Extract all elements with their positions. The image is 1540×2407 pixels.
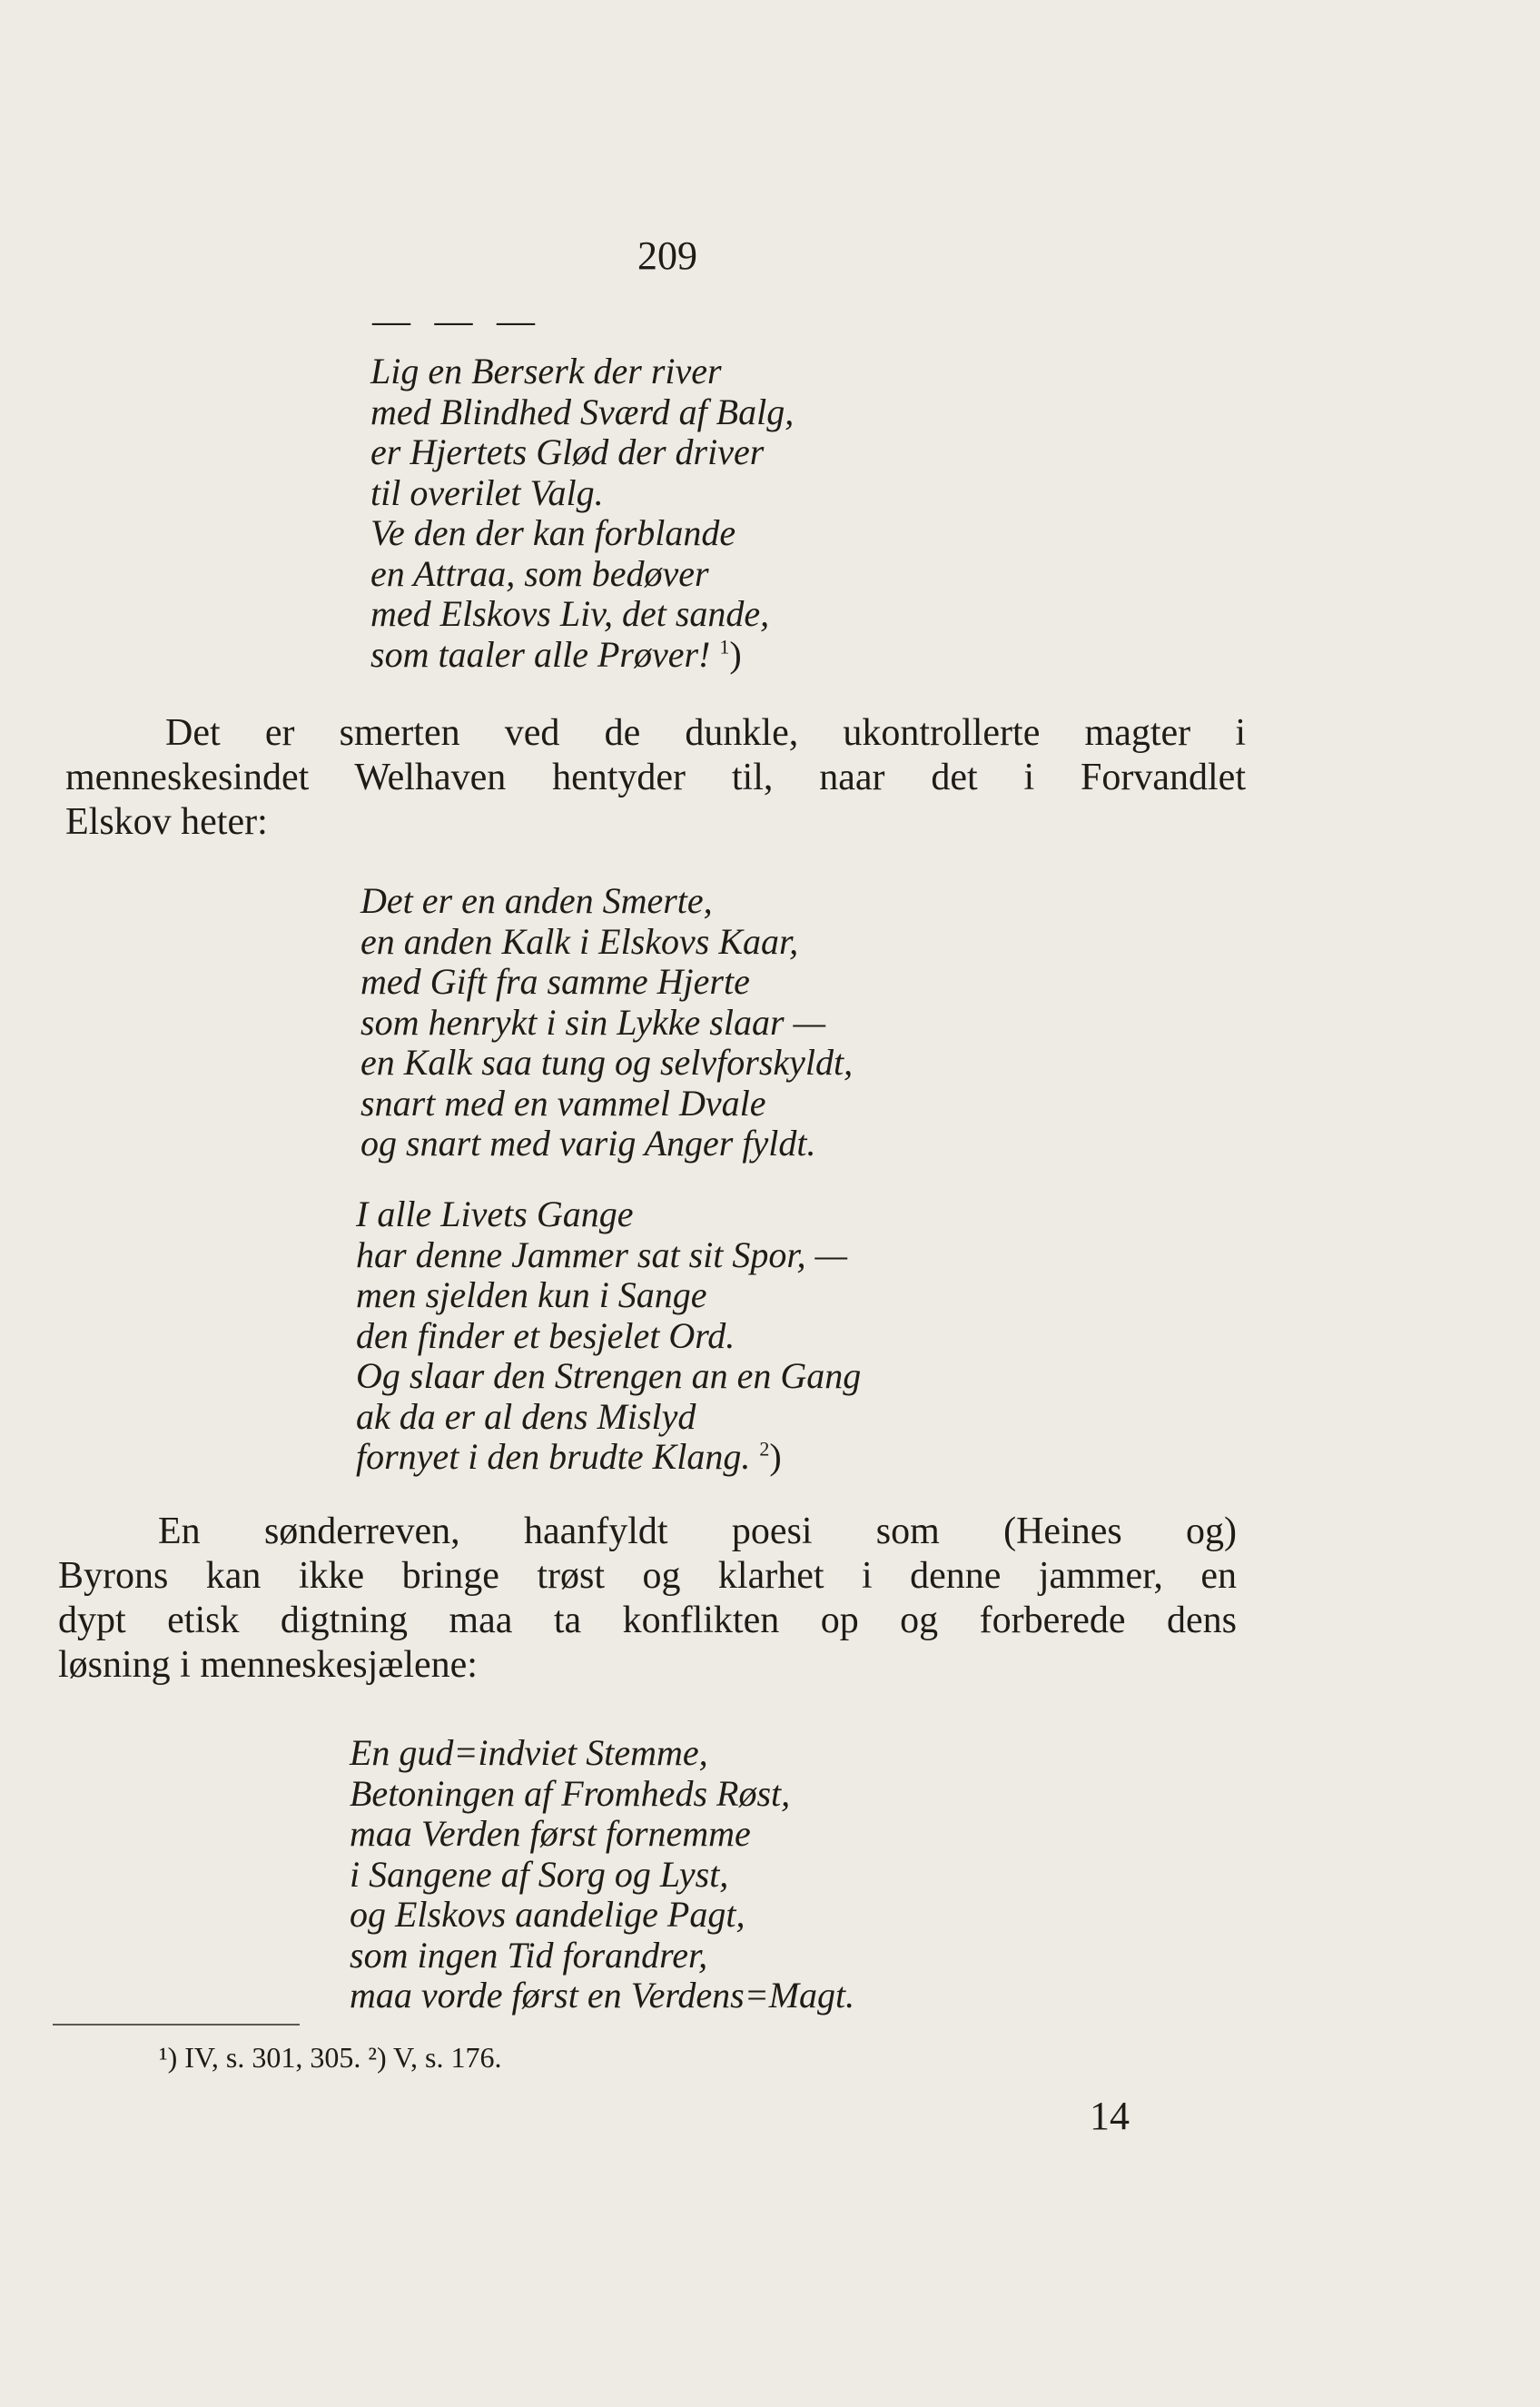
poem-line: I alle Livets Gange [356, 1194, 634, 1234]
poem-line: til overilet Valg. [370, 471, 604, 513]
prose-line [65, 711, 1246, 756]
poem-stanza-1 [370, 352, 794, 675]
poem-line: Det er en anden Smerte, [360, 880, 713, 921]
poem-line: ak da er al dens Mislyd [356, 1395, 696, 1437]
poem-line: med Blindhed Sværd af Balg, [370, 391, 795, 432]
poem-line: med Elskovs Liv, det sande, [370, 593, 770, 634]
poem-line: Ve den der kan forblande [370, 512, 736, 553]
prose-line: Byrons kan ikke bringe trøst og klarhet i denne jammer, en [58, 1555, 1237, 1597]
poem-stanza-2 [360, 881, 853, 1164]
prose-line: Elskov heter: [65, 801, 268, 843]
footnote-mark: 1 [719, 635, 730, 659]
poem-line: er Hjertets Glød der driver [370, 431, 765, 472]
prose-text: Det er smerten ved de dunkle, ukontrollerte magter i [165, 712, 1246, 754]
poem-stanza-4 [350, 1733, 854, 2016]
poem-line: En gud=indviet Stemme, [350, 1732, 708, 1773]
section-dashes: — — — [372, 301, 542, 342]
poem-line-with-note [356, 1437, 861, 1478]
poem-line: fornyet i den brudte Klang. [356, 1436, 751, 1477]
poem-line: Betoningen af Fromheds Røst, [350, 1772, 791, 1814]
poem-line: maa vorde først en Verdens=Magt. [350, 1975, 855, 2016]
poem-line: og snart med varig Anger fyldt. [360, 1123, 816, 1164]
poem-line: som taaler alle Prøver! [370, 633, 711, 675]
prose-line [58, 1510, 1237, 1554]
prose-line: løsning i menneskesjælene: [58, 1644, 478, 1686]
page-number: 209 [637, 233, 697, 278]
poem-line: har denne Jammer sat sit Spor, — [356, 1233, 848, 1275]
poem-line: og Elskovs aandelige Pagt, [350, 1894, 745, 1935]
poem-line-with-note [370, 635, 794, 676]
poem-stanza-3 [356, 1194, 861, 1478]
poem-line: med Gift fra samme Hjerte [360, 961, 750, 1002]
poem-line: Og slaar den Strengen an en Gang [356, 1355, 862, 1396]
poem-line: i Sangene af Sorg og Lyst, [350, 1853, 729, 1895]
poem-line: en anden Kalk i Elskovs Kaar, [360, 920, 799, 962]
poem-line: Lig en Berserk der river [370, 351, 722, 391]
signature-mark: 14 [1090, 2094, 1130, 2138]
footnote-divider [53, 2024, 300, 2026]
footnote-paren: ) [769, 1436, 782, 1477]
prose-paragraph-2 [58, 1510, 1237, 1688]
poem-line: den finder et besjelet Ord. [356, 1314, 735, 1356]
prose-line: menneskesindet Welhaven hentyder til, naar det i Forvandlet [65, 757, 1246, 798]
prose-paragraph-1 [65, 711, 1246, 845]
prose-line: dypt etisk digtning maa ta konflikten op og forberede dens [58, 1600, 1237, 1641]
poem-line: maa Verden først fornemme [350, 1813, 751, 1854]
footnotes: ¹) IV, s. 301, 305. ²) V, s. 176. [159, 2041, 502, 2074]
poem-line: som henrykt i sin Lykke slaar — [360, 1001, 826, 1043]
poem-line: snart med en vammel Dvale [360, 1082, 766, 1124]
footnote-mark: 2 [759, 1437, 770, 1461]
poem-line: men sjelden kun i Sange [356, 1274, 707, 1315]
footnote-paren: ) [729, 633, 742, 675]
poem-line: som ingen Tid forandrer, [350, 1934, 708, 1976]
poem-line: en Kalk saa tung og selvforskyldt, [360, 1042, 854, 1083]
poem-line: en Attraa, som bedøver [370, 552, 709, 594]
prose-text: En sønderreven, haanfyldt poesi som (Heines og) [158, 1511, 1237, 1552]
